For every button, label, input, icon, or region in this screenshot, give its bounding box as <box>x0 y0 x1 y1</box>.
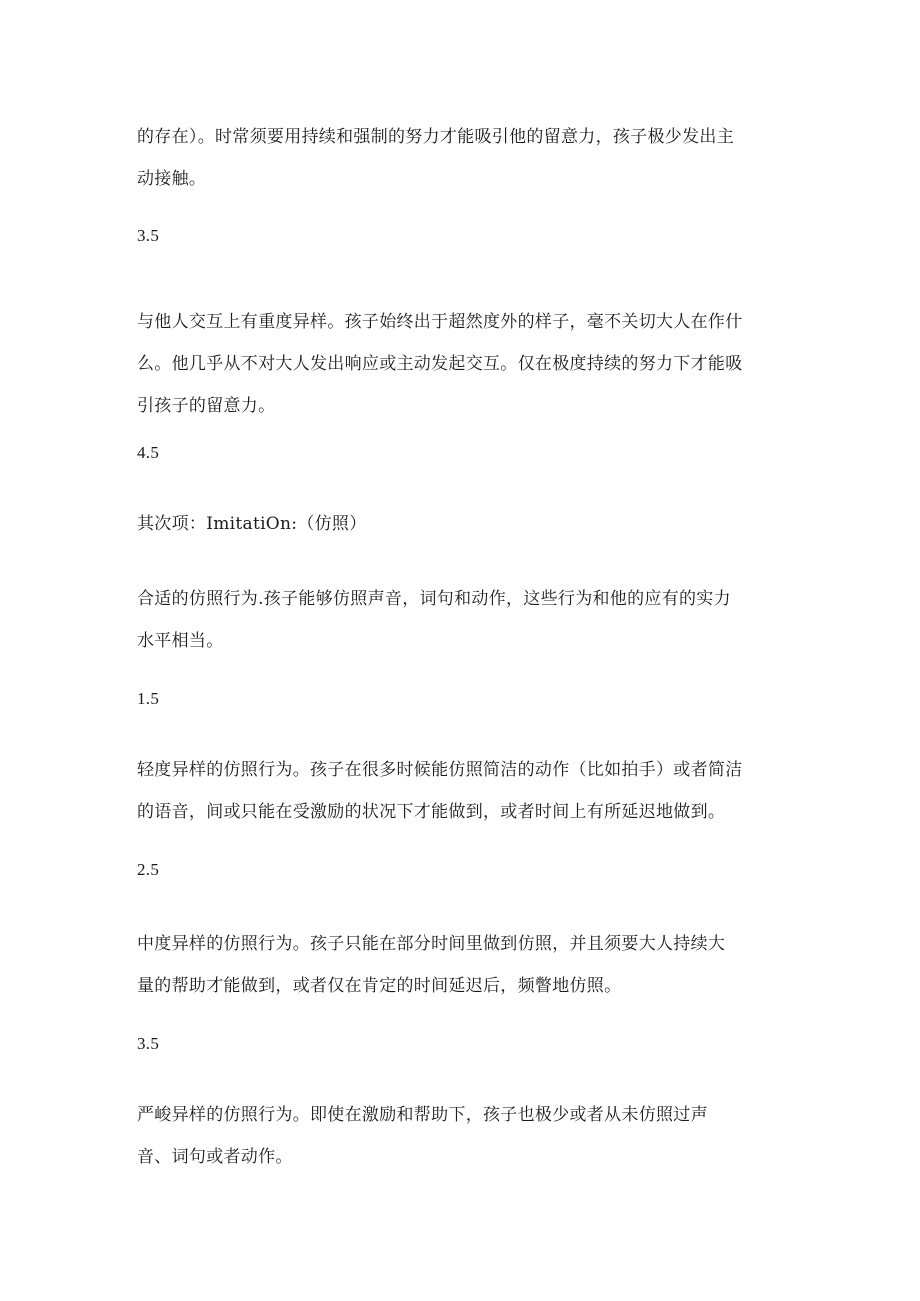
text-line: 引孩子的留意力。 <box>137 396 276 416</box>
text-line: 轻度异样的仿照行为。孩子在很多时候能仿照简洁的动作（比如拍手）或者简洁 <box>137 760 743 780</box>
paragraph-interaction-level-3-end <box>137 116 797 200</box>
text-line: 动接触。 <box>137 169 207 189</box>
score-label: 3.5 <box>137 226 160 245</box>
text-line: 中度异样的仿照行为。孩子只能在部分时间里做到仿照，并且须要大人持续大 <box>137 934 726 954</box>
score-label: 3.5 <box>137 1034 160 1053</box>
paragraph-imitation-level-1 <box>137 578 797 662</box>
score-label: 2.5 <box>137 860 160 879</box>
text-line: 严峻异样的仿照行为。即使在激励和帮助下，孩子也极少或者从未仿照过声 <box>137 1105 708 1125</box>
text-line: 音、词句或者动作。 <box>137 1147 293 1167</box>
text-line: 量的帮助才能做到，或者仅在肯定的时间延迟后，频瞥地仿照。 <box>137 976 622 996</box>
text-line: 么。他几乎从不对大人发出响应或主动发起交互。仅在极度持续的努力下才能吸 <box>137 354 743 374</box>
text-line: 水平相当。 <box>137 631 224 651</box>
text-line: 合适的仿照行为.孩子能够仿照声音，词句和动作，这些行为和他的应有的实力 <box>137 589 731 609</box>
paragraph-imitation-level-4 <box>137 1094 797 1178</box>
text-line: 的语音，间或只能在受激励的状况下才能做到，或者时间上有所延迟地做到。 <box>137 802 726 822</box>
text-line: 的存在）。时常须要用持续和强制的努力才能吸引他的留意力，孩子极少发出主 <box>137 127 734 147</box>
paragraph-imitation-level-3 <box>137 923 797 1007</box>
text-line: 与他人交互上有重度异样。孩子始终出于超然度外的样子，毫不关切大人在作什 <box>137 312 743 332</box>
paragraph-interaction-level-4 <box>137 301 797 427</box>
paragraph-imitation-level-2 <box>137 749 797 833</box>
score-label: 4.5 <box>137 443 160 462</box>
section-heading-imitation: 其次项：ImitatiOn:（仿照） <box>137 514 367 534</box>
score-label: 1.5 <box>137 689 160 708</box>
